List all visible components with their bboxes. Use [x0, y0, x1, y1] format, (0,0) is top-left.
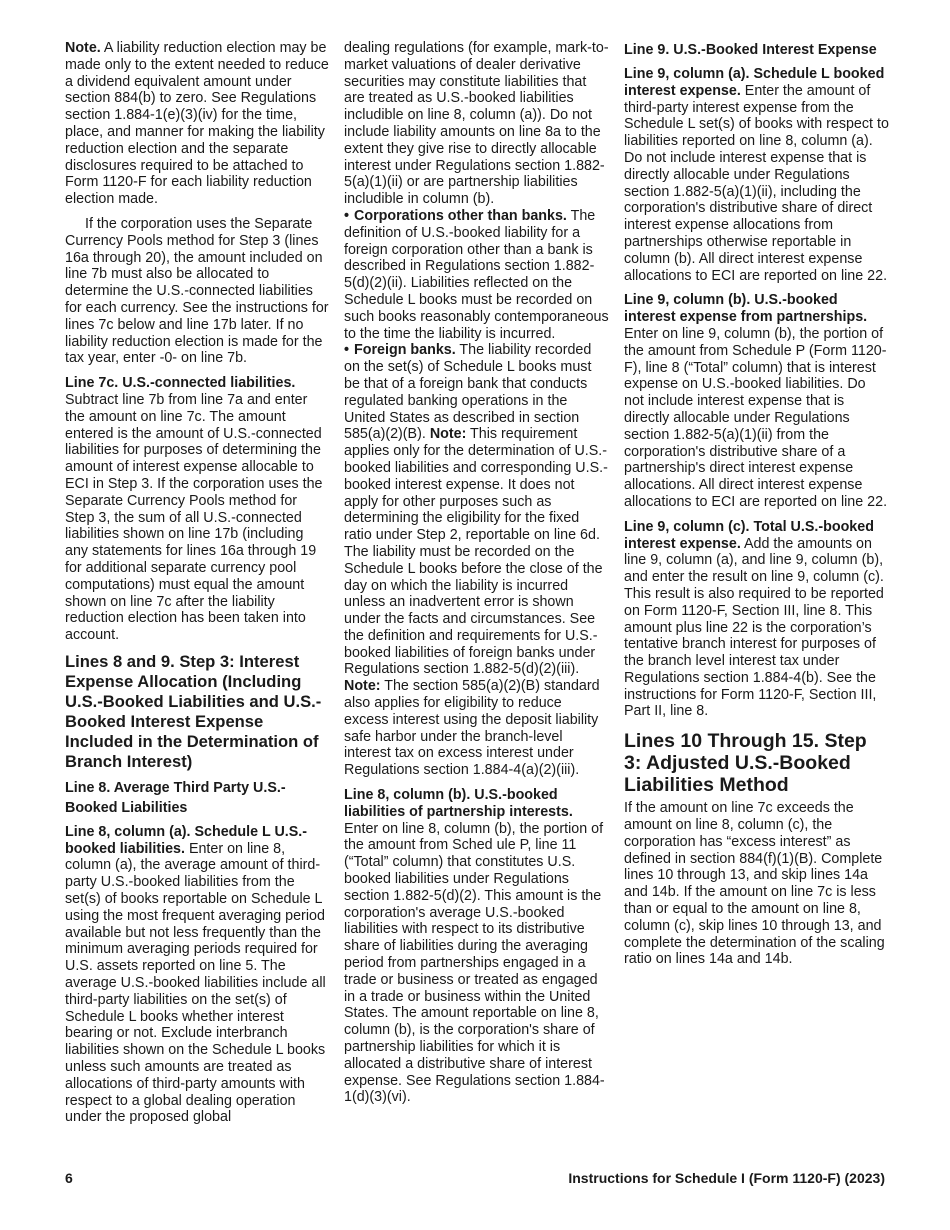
line9a-text: Enter the amount of third-party interest expense from the Schedule L set(s) of books with respect to liabilities reported on line 8, column (a). Do not include interest expense that is directly allocable under Regulations section 1.882-5(a)(1)(ii), including the corporation's distributive share of direct interest expense allocations from partnerships otherwise reportable in column (b). All direct interest expense allocations to ECI are reported on line 22.	[624, 82, 889, 284]
note-label: Note:	[429, 426, 467, 443]
line9a-paragraph	[624, 66, 889, 284]
lines10-15-heading: Lines 10 Through 15. Step 3: Adjusted U.S.-Booked Liabilities Method	[624, 730, 867, 797]
line7c-text: Subtract line 7b from line 7a and enter the amount on line 7c. The amount entered is the amount of U.S.-connected liabilities for purposes of determining the amount of interest expense allocable to ECI in Step 3. If the corporation uses the Separate Currency Pools method for Step 3, the sum of all U.S.-connected liabilities shown on line 17b (including any statements for lines 16a through 19 for additional separate currency pool computations) must equal the amount shown on line 7c after the liability reduction election has been taken into account.	[65, 391, 323, 644]
line8a-heading: Line 8, column (a). Schedule L U.S.-booked liabilities.	[65, 823, 308, 857]
line9b-heading: Line 9, column (b). U.S.-booked interest expense from partnerships.	[624, 292, 868, 326]
bullet-foreign-banks	[344, 342, 609, 779]
bullet-foreign-banks-text-c: The section 585(a)(2)(B) standard also applies for eligibility to reduce excess interest using the deposit liability safe harbor under the branch-level interest tax on excess interest under Regulations section 1.884-4(a)(2)(iii).	[344, 678, 600, 779]
line8a-paragraph	[65, 824, 330, 1126]
note-label: Note:	[344, 678, 381, 695]
page-number: 6	[65, 1170, 73, 1186]
line9c-heading: Line 9, column (c). Total U.S.-booked interest expense.	[624, 518, 874, 552]
separate-currency-paragraph: If the corporation uses the Separate Currency Pools method for Step 3 (lines 16a through 20), the amount included on line 7b must also be allocated to determine the U.S.-connected liabilities for each currency. See the instructions for lines 7c below and line 17b later. If no liability reduction election is made for the tax year, enter -0- on line 7b.	[65, 215, 329, 367]
column-3	[624, 40, 889, 976]
lines10-15-paragraph: If the amount on line 7c exceeds the amount on line 8, column (c), the corporation has “excess interest” as defined in section 884(f)(1)(B). Complete lines 10 through 13, and skip lines 14a and 14b. If the amount on line 7c is less than or equal to the amount on line 8, column (c), skip lines 10 through 13, and complete the determination of the scaling ratio on lines 14a and 14b.	[624, 800, 885, 968]
note-paragraph	[65, 40, 330, 208]
bullet-foreign-banks-text-a: The liability recorded on the set(s) of Schedule L books must be that of a foreign bank that conducts regulated banking operations in the United States as described in section 585(a)(2)(B).	[344, 342, 592, 443]
line8b-text: Enter on line 8, column (b), the portion of the amount from Sched ule P, line 11 (“Total” column) that constitutes U.S. booked liabilities under Regulations section 1.882-5(d)(2). This amount is the corporation's average U.S.-booked liabilities with respect to its distributive share of liabilities during the averaging period from partnerships engaged in a trade or business or treated as engaged in a trade or business within the United States. The amount reportable on line 8, column (b), is the corporation's share of partnership liabilities for which it is allocated a distributive share of interest expense. See Regulations section 1.884-1(d)(3)(vi).	[344, 820, 605, 1106]
line8-heading: Line 8. Average Third Party U.S.-Booked Liabilities	[65, 779, 286, 816]
line7c-paragraph	[65, 375, 330, 644]
bullet-corporations-text: The definition of U.S.-booked liability for a foreign corporation other than a bank is described in Regulations section 1.882-5(d)(2)(ii). Liabilities reflected on the Schedule L books must be recorded on such books reasonably contemporaneous to the time the liability is incurred.	[344, 207, 609, 342]
bullet-foreign-banks-label: Foreign banks.	[354, 342, 456, 359]
line9c-paragraph	[624, 519, 889, 721]
document-title-footer: Instructions for Schedule I (Form 1120-F) (2023)	[568, 1170, 885, 1186]
line9-heading: Line 9. U.S.-Booked Interest Expense	[624, 42, 877, 58]
note-text: A liability reduction election may be made only to the extent needed to reduce a dividend equivalent amount under section 884(b) to zero. See Regulations section 1.884-1(e)(3)(iv) for the time, place, and manner for making the liability reduction election and the separate disclosures required to be attached to Form 1120-F for each liability reduction election made.	[65, 40, 329, 208]
line7c-heading: Line 7c. U.S.-connected liabilities.	[65, 375, 296, 392]
column-1	[65, 40, 330, 1126]
bullet-icon: •	[344, 207, 350, 224]
line8b-paragraph	[344, 787, 609, 1106]
line9b-text: Enter on line 9, column (b), the portion of the amount from Schedule P (Form 1120-F), line 8 (“Total” column) that is interest expense on U.S.-booked liabilities. Do not include interest expense that is directly allocable under Regulations section 1.882-5(a)(1)(ii) from the corporation's distributive share of a partnership's direct interest expense allocations. All direct interest expense allocations to ECI are reported on line 22.	[624, 325, 888, 510]
bullet-foreign-banks-text-b: This requirement applies only for the determination of U.S.-booked liabilities and corresponding U.S.-booked interest expense. It does not apply for other purposes such as determining the eligibility for the fixed ratio under Step 2, reportable on line 6d. The liability must be recorded on the Schedule L books before the close of the day on which the liability is incurred unless an inadvertent error is shown under the facts and circumstances. See the definition and requirements for U.S.-booked liabilities of foreign banks under Regulations section 1.882-5(d)(2)(iii).	[344, 426, 608, 678]
note-label: Note.	[65, 40, 101, 56]
line8b-heading: Line 8, column (b). U.S.-booked liabilities of partnership interests.	[344, 787, 573, 820]
line9a-heading: Line 9, column (a). Schedule L booked interest expense.	[624, 66, 885, 99]
column-2	[344, 40, 609, 1114]
line9b-paragraph	[624, 292, 889, 510]
line9c-text: Add the amounts on line 9, column (a), and line 9, column (b), and enter the result on line 9, column (c). This result is also required to be reported on Form 1120-F, Section III, line 8. This amount plus line 22 is the corporation’s tentative branch interest for purposes of the branch level interest tax under Regulations section 1.884-4(b). See the instructions for Form 1120-F, Section III, Part II, line 8.	[624, 535, 884, 720]
continued-paragraph: dealing regulations (for example, mark-to-market valuations of dealer derivative securities may constitute liabilities that are treated as U.S.-booked liabilities includible on line 8, column (a)). Do not include liability amounts on line 8a to the extent they give rise to directly allocable interest under Regulations section 1.882-5(a)(1)(ii) or are partnership liabilities includible in column (b).	[344, 40, 609, 208]
lines8-9-heading: Lines 8 and 9. Step 3: Interest Expense Allocation (Including U.S.-Booked Liabilities and U.S.-Booked Interest Expense Included in the Determination of Branch Interest)	[65, 651, 322, 771]
line8a-text: Enter on line 8, column (a), the average amount of third-party U.S.-booked liabilities from the set(s) of books reportable on Schedule L using the most frequent averaging period available but not less frequently than the minimum averaging periods required for U.S. assets reported on line 5. The average U.S.-booked liabilities include all third-party liabilities on the set(s) of Schedule L books whether interest bearing or not. Exclude interbranch liabilities shown on the Schedule L books unless such amounts are treated as allocations of third-party amounts with respect to a global dealing operation under the proposed global	[65, 840, 326, 1126]
bullet-corporations-label: Corporations other than banks.	[354, 207, 567, 224]
bullet-icon: •	[344, 342, 350, 359]
bullet-corporations	[344, 208, 609, 342]
